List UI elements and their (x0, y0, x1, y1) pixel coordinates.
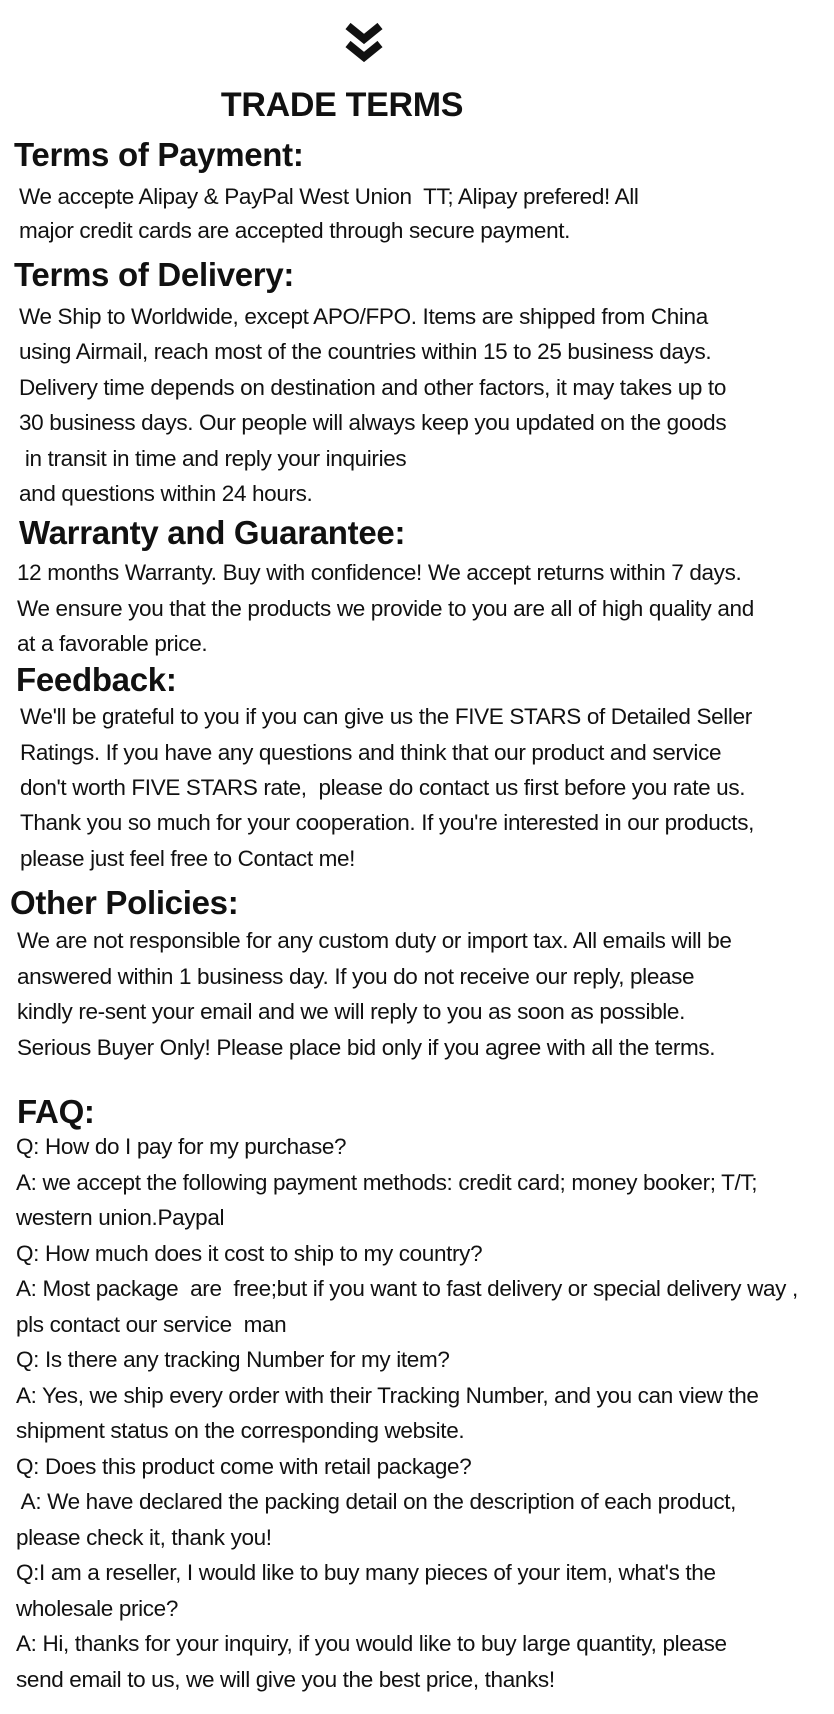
warranty-line: 12 months Warranty. Buy with confidence! We accept returns within 7 days. (17, 560, 742, 585)
double-chevron-down-icon (344, 22, 384, 68)
faq-line: pls contact our service man (16, 1312, 287, 1337)
other-policies-line: Serious Buyer Only! Please place bid only if you agree with all the terms. (17, 1035, 716, 1060)
warranty-heading: Warranty and Guarantee: (19, 514, 406, 551)
feedback-line: please just feel free to Contact me! (20, 846, 356, 871)
warranty-line: at a favorable price. (17, 631, 208, 656)
delivery-line: in transit in time and reply your inquiries (19, 446, 407, 471)
delivery-line: Delivery time depends on destination and other factors, it may takes up to (19, 375, 726, 400)
feedback-heading: Feedback: (16, 661, 177, 698)
payment-heading: Terms of Payment: (14, 136, 304, 173)
payment-line: We accepte Alipay & PayPal West Union TT; Alipay prefered! All (19, 184, 639, 209)
faq-line: A: We have declared the packing detail on the description of each product, (16, 1489, 737, 1514)
other-policies-heading: Other Policies: (10, 884, 239, 921)
faq-line: send email to us, we will give you the best price, thanks! (16, 1667, 555, 1692)
delivery-heading: Terms of Delivery: (14, 256, 295, 293)
page-title: TRADE TERMS (220, 86, 464, 124)
faq-line: A: Yes, we ship every order with their Tracking Number, and you can view the (16, 1383, 759, 1408)
delivery-line: 30 business days. Our people will always keep you updated on the goods (19, 410, 727, 435)
faq-line: A: we accept the following payment methods: credit card; money booker; T/T; (16, 1170, 758, 1195)
delivery-line: and questions within 24 hours. (19, 481, 313, 506)
faq-line: wholesale price? (16, 1596, 178, 1621)
other-policies-line: answered within 1 business day. If you do not receive our reply, please (17, 964, 695, 989)
faq-line: please check it, thank you! (16, 1525, 272, 1550)
feedback-line: Thank you so much for your cooperation. If you're interested in our products, (20, 810, 754, 835)
warranty-line: We ensure you that the products we provide to you are all of high quality and (17, 596, 754, 621)
faq-line: A: Hi, thanks for your inquiry, if you would like to buy large quantity, please (16, 1631, 727, 1656)
delivery-line: using Airmail, reach most of the countries within 15 to 25 business days. (19, 339, 712, 364)
feedback-line: We'll be grateful to you if you can give us the FIVE STARS of Detailed Seller (20, 704, 752, 729)
faq-line: western union.Paypal (16, 1205, 225, 1230)
faq-line: Q: How much does it cost to ship to my country? (16, 1241, 483, 1266)
faq-line: A: Most package are free;but if you want to fast delivery or special delivery way , (16, 1276, 798, 1301)
feedback-line: don't worth FIVE STARS rate, please do contact us first before you rate us. (20, 775, 746, 800)
feedback-line: Ratings. If you have any questions and think that our product and service (20, 740, 722, 765)
other-policies-line: kindly re-sent your email and we will reply to you as soon as possible. (17, 999, 685, 1024)
other-policies-line: We are not responsible for any custom duty or import tax. All emails will be (17, 928, 732, 953)
faq-line: Q: How do I pay for my purchase? (16, 1134, 347, 1159)
faq-line: shipment status on the corresponding website. (16, 1418, 465, 1443)
payment-line: major credit cards are accepted through secure payment. (19, 218, 571, 243)
faq-heading: FAQ: (17, 1093, 95, 1130)
faq-line: Q: Does this product come with retail package? (16, 1454, 472, 1479)
delivery-line: We Ship to Worldwide, except APO/FPO. Items are shipped from China (19, 304, 708, 329)
faq-line: Q: Is there any tracking Number for my item? (16, 1347, 450, 1372)
faq-line: Q:I am a reseller, I would like to buy many pieces of your item, what's the (16, 1560, 716, 1585)
